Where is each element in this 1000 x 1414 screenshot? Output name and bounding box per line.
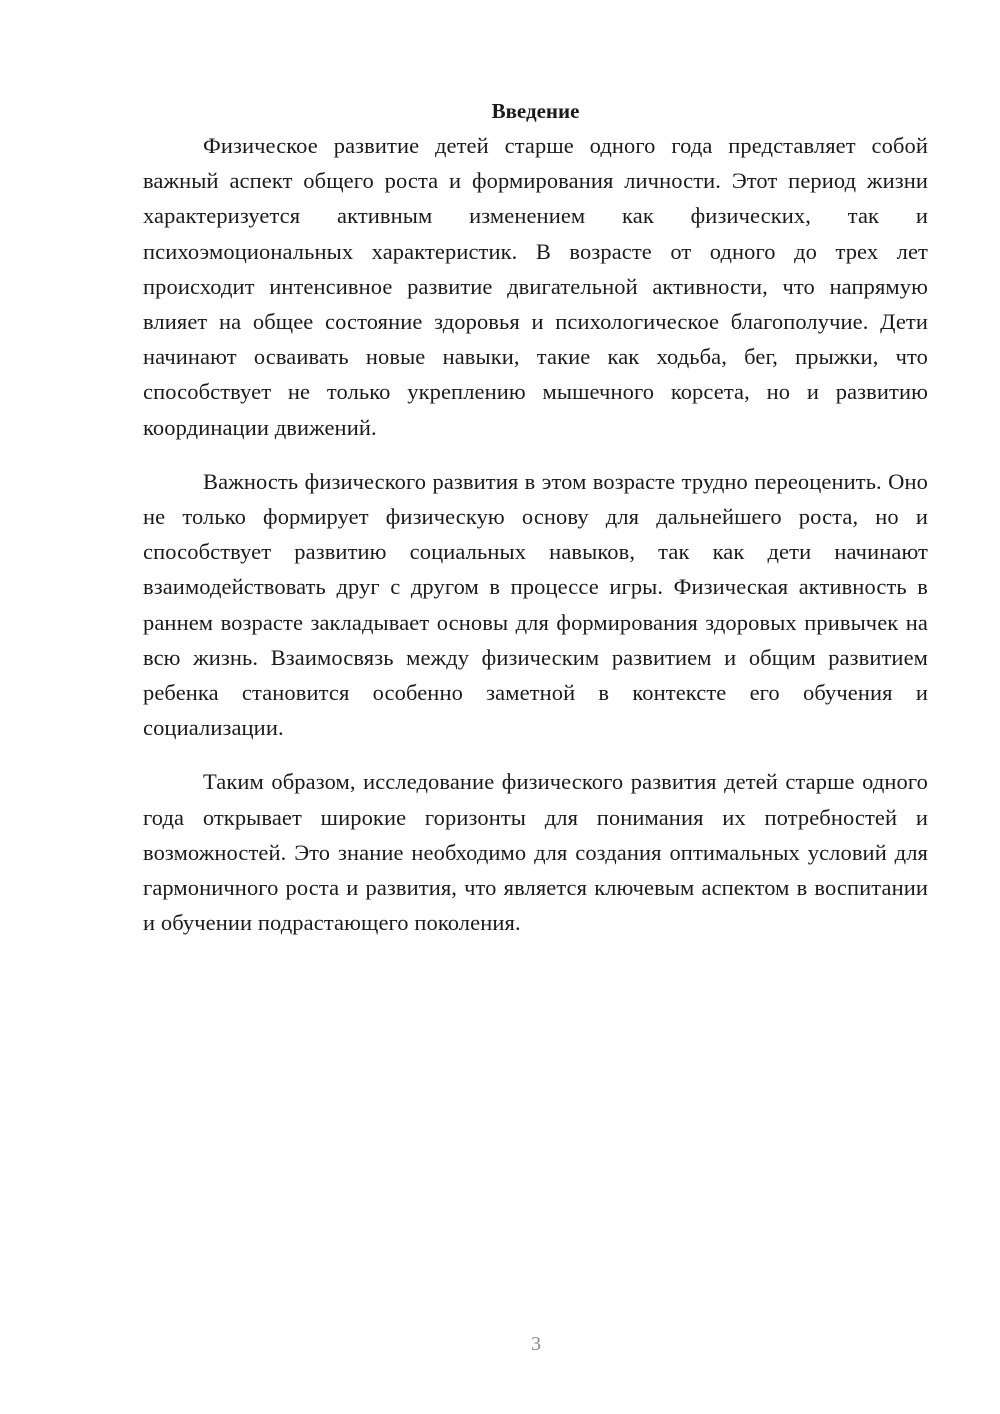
page-number: 3 (531, 1333, 541, 1355)
paragraph-2: Важность физического развития в этом возрасте трудно переоценить. Оно не только формирует физическую основу для дальнейшего роста, но и способствует развитию социальных навыков, так как дети начинают взаимодействовать друг с другом в процессе игры. Физическая активность в раннем возрасте закладывает основы для формирования здоровых привычек на всю жизнь. Взаимосвязь между физическим развитием и общим развитием ребенка становится особенно заметной в контексте его обучения и социализации. (143, 468, 928, 741)
section-heading: Введение (491, 99, 580, 123)
page-content (143, 96, 928, 959)
paragraph-3: Таким образом, исследование физического развития детей старше одного года открывает широкие горизонты для понимания их потребностей и возможностей. Это знание необходимо для создания оптимальных условий для гармоничного роста и развития, что является ключевым аспектом в воспитании и обучении подрастающего поколения. (143, 769, 928, 936)
paragraph-1: Физическое развитие детей старше одного года представляет собой важный аспект общего роста и формирования личности. Этот период жизни характеризуется активным изменением как физических, так и психоэмоциональных характеристик. В возрасте от одного до трех лет происходит интенсивное развитие двигательной активности, что напрямую влияет на общее состояние здоровья и психологическое благополучие. Дети начинают осваивать новые навыки, такие как ходьба, бег, прыжки, что способствует не только укреплению мышечного корсета, но и развитию координации движений. (143, 133, 928, 440)
